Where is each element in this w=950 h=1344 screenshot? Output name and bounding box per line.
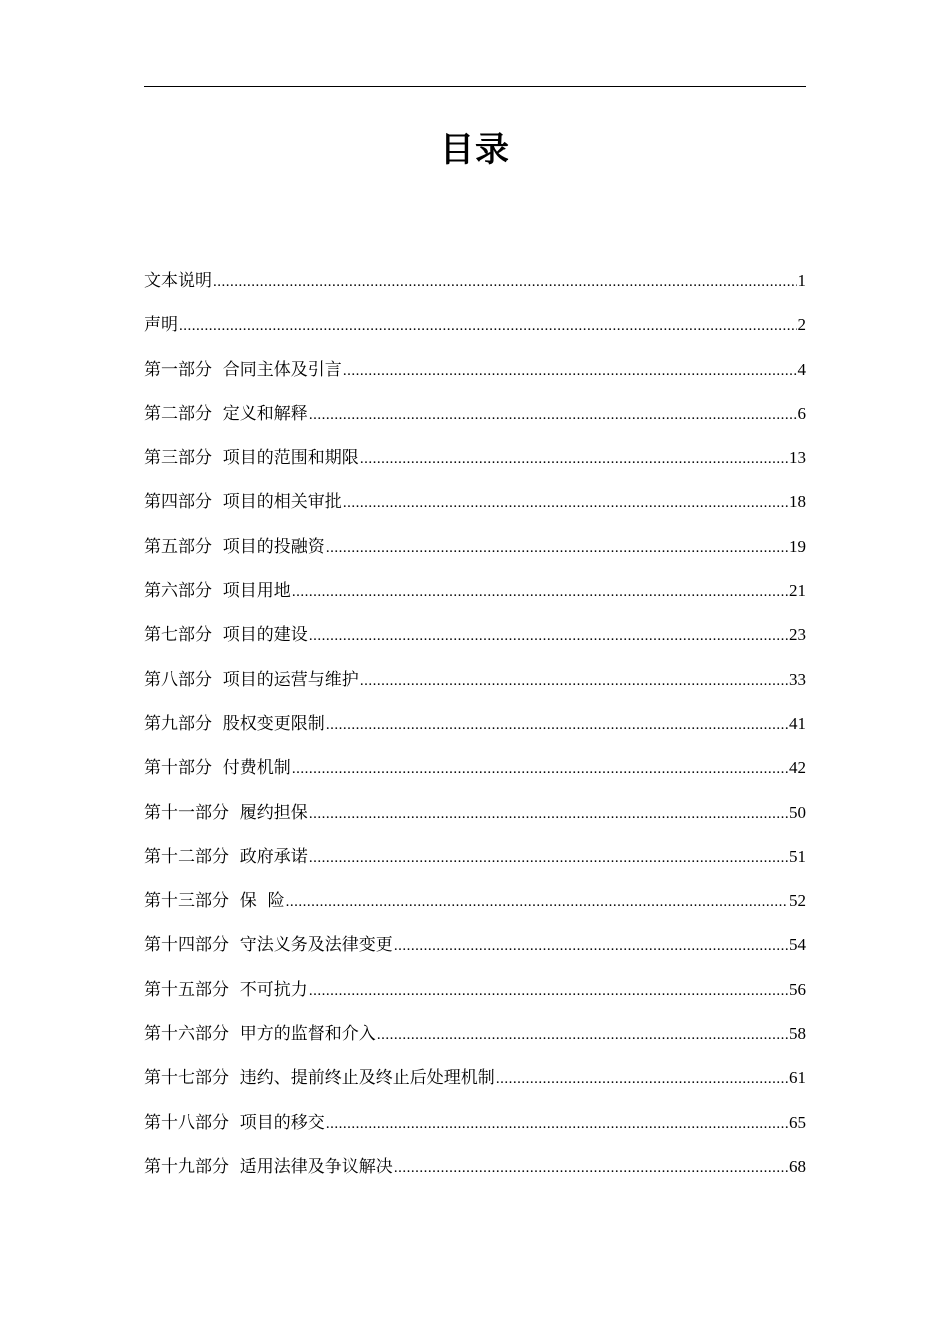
toc-entry-title: 第八部分 项目的运营与维护 (144, 669, 359, 690)
toc-dot-leader (309, 974, 788, 1008)
toc-dot-leader (292, 575, 788, 609)
toc-dot-leader (360, 442, 788, 476)
toc-dot-leader (292, 752, 788, 786)
toc-entry-title: 第九部分 股权变更限制 (144, 713, 325, 734)
toc-dot-leader (179, 309, 797, 343)
toc-entry[interactable] (144, 530, 806, 574)
toc-page-number: 68 (789, 1156, 806, 1176)
toc-dot-leader (496, 1062, 788, 1096)
toc-entry-title: 第四部分 项目的相关审批 (144, 492, 342, 513)
toc-entry-title: 第十六部分 甲方的监督和介入 (144, 1024, 376, 1045)
toc-entry[interactable] (144, 751, 806, 795)
toc-entry[interactable] (144, 928, 806, 972)
toc-entry[interactable] (144, 1017, 806, 1061)
toc-entry[interactable] (144, 884, 806, 928)
toc-entry[interactable] (144, 1061, 806, 1105)
toc-entry[interactable] (144, 973, 806, 1017)
toc-entry-title: 第十三部分 保 险 (144, 891, 285, 912)
toc-dot-leader (326, 708, 788, 742)
toc-dot-leader (360, 664, 788, 698)
toc-entry[interactable] (144, 441, 806, 485)
toc-entry-title: 第十部分 付费机制 (144, 758, 291, 779)
toc-entry-title: 文本说明 (144, 271, 212, 291)
toc-entry[interactable] (144, 574, 806, 618)
toc-entry[interactable] (144, 353, 806, 397)
toc-list (144, 264, 806, 1194)
toc-page-number: 6 (797, 403, 806, 423)
toc-entry-title: 第十九部分 适用法律及争议解决 (144, 1156, 393, 1177)
toc-page-number: 61 (789, 1068, 806, 1088)
toc-title: 目录 (440, 130, 510, 170)
toc-page-number: 65 (789, 1112, 806, 1132)
toc-page-number: 51 (789, 846, 806, 866)
toc-entry[interactable] (144, 397, 806, 441)
toc-page-number: 33 (789, 669, 806, 689)
toc-entry[interactable] (144, 1150, 806, 1194)
toc-entry-title: 第十二部分 政府承诺 (144, 846, 308, 867)
toc-page-number: 19 (789, 536, 806, 556)
toc-page-number: 42 (789, 758, 806, 778)
toc-page-number: 23 (789, 625, 806, 645)
toc-entry[interactable] (144, 1106, 806, 1150)
toc-entry[interactable] (144, 840, 806, 884)
toc-entry-title: 第十四部分 守法义务及法律变更 (144, 935, 393, 956)
toc-entry[interactable] (144, 618, 806, 662)
toc-page-number: 41 (789, 713, 806, 733)
toc-page-number: 21 (789, 581, 806, 601)
toc-entry-title: 第十五部分 不可抗力 (144, 979, 308, 1000)
toc-page-number: 4 (797, 359, 806, 379)
toc-dot-leader (343, 486, 788, 520)
toc-entry-title: 第十八部分 项目的移交 (144, 1112, 325, 1133)
toc-dot-leader (286, 885, 788, 919)
toc-dot-leader (309, 841, 788, 875)
toc-entry-title: 第十一部分 履约担保 (144, 802, 308, 823)
toc-entry[interactable] (144, 796, 806, 840)
toc-entry[interactable] (144, 707, 806, 751)
toc-dot-leader (309, 398, 797, 432)
toc-page-number: 50 (789, 802, 806, 822)
toc-entry[interactable] (144, 663, 806, 707)
toc-page-number: 1 (797, 271, 806, 290)
toc-entry-title: 第十七部分 违约、提前终止及终止后处理机制 (144, 1068, 495, 1089)
toc-page-number: 54 (789, 935, 806, 955)
toc-entry-title: 第二部分 定义和解释 (144, 403, 308, 424)
toc-dot-leader (213, 265, 797, 299)
toc-entry-title: 第一部分 合同主体及引言 (144, 359, 342, 380)
toc-dot-leader (377, 1018, 788, 1052)
toc-entry[interactable] (144, 308, 806, 352)
toc-entry[interactable] (144, 485, 806, 529)
toc-page-number: 52 (789, 891, 806, 911)
toc-dot-leader (309, 619, 788, 653)
toc-dot-leader (343, 354, 797, 388)
header-rule (144, 86, 806, 87)
toc-dot-leader (326, 531, 788, 565)
toc-page-number: 18 (789, 492, 806, 512)
toc-dot-leader (326, 1107, 788, 1141)
toc-dot-leader (309, 797, 788, 831)
toc-page-number: 58 (789, 1024, 806, 1044)
toc-entry-title: 第三部分 项目的范围和期限 (144, 448, 359, 469)
toc-entry-title: 声明 (144, 315, 178, 336)
toc-page-number: 13 (789, 448, 806, 468)
toc-page-number: 2 (797, 315, 806, 335)
toc-entry-title: 第七部分 项目的建设 (144, 625, 308, 646)
toc-dot-leader (394, 1151, 788, 1185)
toc-dot-leader (394, 929, 788, 963)
toc-entry-title: 第六部分 项目用地 (144, 581, 291, 602)
toc-page-number: 56 (789, 979, 806, 999)
toc-entry[interactable] (144, 264, 806, 308)
toc-entry-title: 第五部分 项目的投融资 (144, 536, 325, 557)
